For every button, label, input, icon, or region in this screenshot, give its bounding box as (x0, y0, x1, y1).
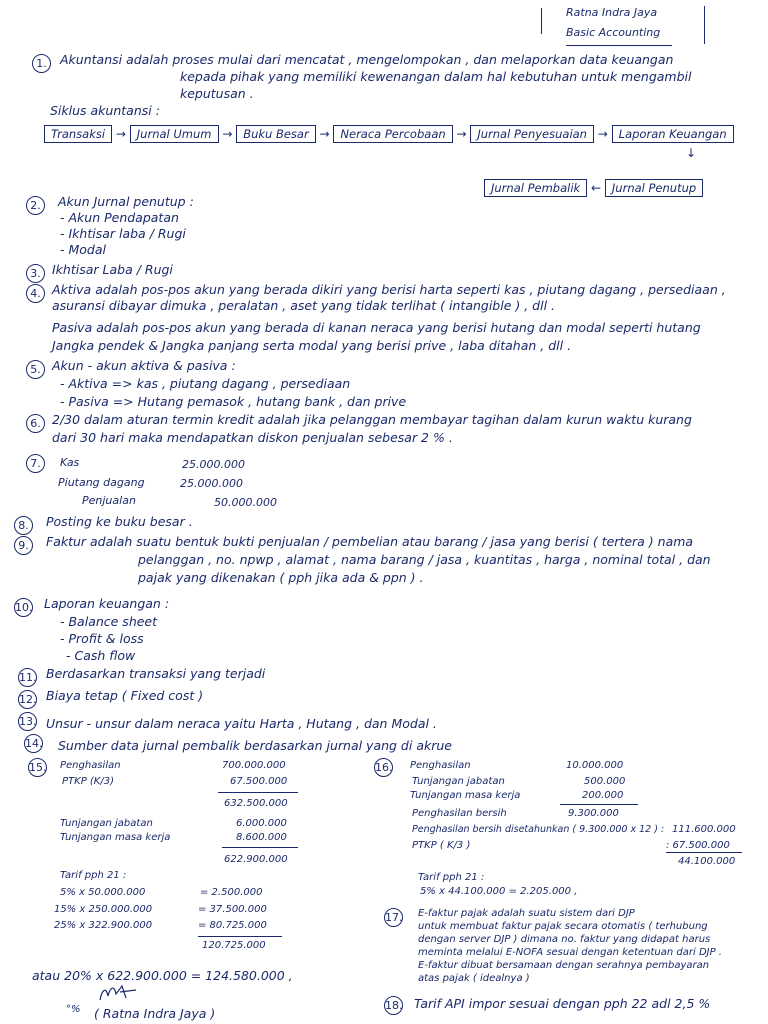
signature-mark: °% (66, 1004, 81, 1015)
tax-rate-label: 15% x 250.000.000 (54, 904, 153, 915)
tax-rate-label: 5% x 50.000.000 (60, 887, 146, 898)
question-4-line-4: Jangka pendek & Jangka panjang serta modal yang berisi prive , laba ditahan , dll . (52, 338, 572, 353)
question-6-number: 6. (26, 412, 45, 433)
tax-calc-label: Tunjangan masa kerja (60, 832, 171, 843)
tax-calc-subtotal: 632.500.000 (224, 798, 288, 809)
account-type-item: - Aktiva => kas , piutang dagang , persediaan (60, 376, 351, 391)
journal-debit-value: 25.000.000 (180, 477, 243, 490)
accounting-cycle-flow (44, 123, 734, 142)
question-15-number: 15. (28, 756, 47, 777)
arrow-down-icon: ↓ (686, 146, 697, 160)
header-left-bar (541, 8, 542, 34)
tax-rate-value: = 80.725.000 (198, 920, 267, 931)
tax-alternative-calc: atau 20% x 622.900.000 = 124.580.000 , (32, 968, 293, 983)
author-name: Ratna Indra Jaya (566, 6, 658, 19)
accounting-cycle-flow-2 (484, 177, 703, 196)
question-2-number: 2. (26, 194, 45, 215)
tax-rate-title: Tarif pph 21 : (418, 872, 485, 883)
question-4-line-3: Pasiva adalah pos-pos akun yang berada di kanan neraca yang berisi hutang dan modal seperti hutang (52, 320, 701, 335)
subtotal-line (198, 936, 282, 937)
subtotal-line (218, 792, 298, 793)
cycle-step-jurnal-penutup: Jurnal Penutup (605, 179, 703, 197)
question-14-number: 14. (24, 732, 43, 753)
question-1-number: 1. (32, 52, 51, 73)
tax-calc-subtotal: 9.300.000 (568, 808, 619, 819)
cycle-step-transaksi: Transaksi (44, 125, 112, 143)
tax-rate-calc: 5% x 44.100.000 = 2.205.000 , (420, 886, 578, 897)
arrow-left-icon: ← (587, 181, 605, 195)
subtotal-line (222, 847, 298, 848)
question-4-line-2: asuransi dibayar dimuka , peralatan , aset yang tidak terlihat ( intangible ) , dll . (52, 298, 556, 313)
question-9-line-3: pajak yang dikenakan ( pph jika ada & ppn ) . (138, 570, 424, 585)
journal-account-label: Penjualan (82, 494, 136, 507)
question-9-line-1: Faktur adalah suatu bentuk bukti penjualan / pembelian atau barang / jasa yang berisi ( tertera ) nama (46, 534, 694, 549)
cycle-step-jurnal-pembalik: Jurnal Pembalik (484, 179, 587, 197)
question-3-number: 3. (26, 262, 45, 283)
tax-calc-value: 700.000.000 (222, 760, 286, 771)
tax-calc-value: 10.000.000 (566, 760, 624, 771)
tax-calc-label: Penghasilan (410, 760, 471, 771)
question-17-line-6: atas pajak ( idealnya ) (418, 973, 530, 984)
financial-report-item: - Balance sheet (60, 614, 158, 629)
question-6-line-1: 2/30 dalam aturan termin kredit adalah jika pelanggan membayar tagihan dalam kurun waktu kurang (52, 412, 692, 427)
header-underline (566, 45, 672, 46)
question-12-answer: Biaya tetap ( Fixed cost ) (46, 688, 204, 703)
cycle-step-laporan-keuangan: Laporan Keuangan (612, 125, 734, 143)
question-16-number: 16. (374, 756, 393, 777)
signature-name: ( Ratna Indra Jaya ) (94, 1006, 216, 1021)
question-17-line-2: untuk membuat faktur pajak secara otomatis ( terhubung (418, 921, 708, 932)
subtotal-line (666, 852, 742, 853)
question-17-line-3: dengan server DJP ) dimana no. faktur yang didapat harus (418, 934, 711, 945)
tax-rate-value: = 2.500.000 (200, 887, 263, 898)
annualized-income-label: Penghasilan bersih disetahunkan ( 9.300.000 x 12 ) : (412, 824, 665, 835)
journal-credit-value: 50.000.000 (214, 496, 277, 509)
taxable-income-value: 44.100.000 (678, 856, 736, 867)
question-11-answer: Berdasarkan transaksi yang terjadi (46, 666, 266, 681)
course-title: Basic Accounting (566, 26, 661, 39)
question-8-number: 8. (14, 514, 33, 535)
question-17-line-4: meminta melalui E-NOFA sesuai dengan ketentuan dari DJP . (418, 947, 722, 958)
arrow-right-icon: → (218, 127, 237, 141)
cycle-step-neraca-percobaan: Neraca Percobaan (333, 125, 452, 143)
tax-calc-value: 67.500.000 (230, 776, 288, 787)
question-3-answer: Ikhtisar Laba / Rugi (52, 262, 173, 277)
question-12-number: 12. (18, 688, 37, 709)
tax-calc-label: PTKP (K/3) (62, 776, 114, 787)
question-9-number: 9. (14, 534, 33, 555)
question-13-answer: Unsur - unsur dalam neraca yaitu Harta , Hutang , dan Modal . (46, 716, 437, 731)
journal-account-label: Piutang dagang (58, 476, 145, 489)
tax-rate-total: 120.725.000 (202, 940, 266, 951)
financial-report-item: - Cash flow (66, 648, 136, 663)
tax-calc-label: Tunjangan masa kerja (410, 790, 521, 801)
handwritten-signature (96, 982, 140, 1004)
closing-account-item: - Akun Pendapatan (60, 210, 179, 225)
question-10-title: Laporan keuangan : (44, 596, 170, 611)
question-1-line-1: Akuntansi adalah proses mulai dari mencatat , mengelompokan , dan melaporkan data keuangan (60, 52, 674, 67)
question-18-number: 18. (384, 994, 403, 1015)
cycle-step-buku-besar: Buku Besar (236, 125, 316, 143)
question-10-number: 10. (14, 596, 33, 617)
journal-debit-value: 25.000.000 (182, 458, 245, 471)
cycle-step-jurnal-penyesuaian: Jurnal Penyesuaian (470, 125, 594, 143)
tax-rate-title: Tarif pph 21 : (60, 870, 127, 881)
question-17-line-5: E-faktur dibuat bersamaan dengan serahnya pembayaran (418, 960, 710, 971)
tax-rate-value: = 37.500.000 (198, 904, 267, 915)
question-1-line-2: kepada pihak yang memiliki kewenangan dalam hal kebutuhan untuk mengambil (180, 69, 692, 84)
header-right-bar (704, 6, 705, 44)
question-5-title: Akun - akun aktiva & pasiva : (52, 358, 236, 373)
arrow-right-icon: → (593, 127, 612, 141)
cycle-step-jurnal-umum: Jurnal Umum (130, 125, 219, 143)
question-17-line-1: E-faktur pajak adalah suatu sistem dari DJP (418, 908, 635, 919)
subtotal-line (560, 804, 638, 805)
journal-account-label: Kas (60, 456, 80, 469)
question-9-line-2: pelanggan , no. npwp , alamat , nama barang / jasa , kuantitas , harga , nominal total , dan (138, 552, 711, 567)
closing-account-item: - Modal (60, 242, 106, 257)
tax-calc-total: 622.900.000 (224, 854, 288, 865)
question-4-number: 4. (26, 282, 45, 303)
account-type-item: - Pasiva => Hutang pemasok , hutang bank , dan prive (60, 394, 407, 409)
tax-calc-label: Penghasilan (60, 760, 121, 771)
tax-calc-value: 8.600.000 (236, 832, 287, 843)
arrow-right-icon: → (112, 127, 130, 141)
question-2-title: Akun Jurnal penutup : (58, 194, 194, 209)
financial-report-item: - Profit & loss (60, 631, 144, 646)
question-11-number: 11. (18, 666, 37, 687)
tax-calc-label: Penghasilan bersih (412, 808, 507, 819)
ptkp-label: PTKP ( K/3 ) (412, 840, 471, 851)
ptkp-value: : 67.500.000 (666, 840, 730, 851)
question-17-number: 17. (384, 906, 403, 927)
question-1-line-3: keputusan . (180, 86, 254, 101)
tax-rate-label: 25% x 322.900.000 (54, 920, 153, 931)
annualized-income-value: 111.600.000 (672, 824, 736, 835)
accounting-cycle-title: Siklus akuntansi : (50, 103, 160, 118)
question-18-answer: Tarif API impor sesuai dengan pph 22 adl 2,5 % (414, 996, 711, 1011)
tax-calc-value: 200.000 (582, 790, 624, 801)
tax-calc-value: 6.000.000 (236, 818, 287, 829)
closing-account-item: - Ikhtisar laba / Rugi (60, 226, 186, 241)
question-14-answer: Sumber data jurnal pembalik berdasarkan jurnal yang di akrue (58, 738, 452, 753)
question-6-line-2: dari 30 hari maka mendapatkan diskon penjualan sebesar 2 % . (52, 430, 453, 445)
question-7-number: 7. (26, 452, 45, 473)
tax-calc-value: 500.000 (584, 776, 626, 787)
question-8-answer: Posting ke buku besar . (46, 514, 193, 529)
arrow-right-icon: → (452, 127, 471, 141)
arrow-right-icon: → (315, 127, 334, 141)
question-4-line-1: Aktiva adalah pos-pos akun yang berada dikiri yang berisi harta seperti kas , piutang dagang , persediaan , (52, 282, 726, 297)
tax-calc-label: Tunjangan jabatan (412, 776, 505, 787)
question-5-number: 5. (26, 358, 45, 379)
question-13-number: 13. (18, 710, 37, 731)
tax-calc-label: Tunjangan jabatan (60, 818, 153, 829)
